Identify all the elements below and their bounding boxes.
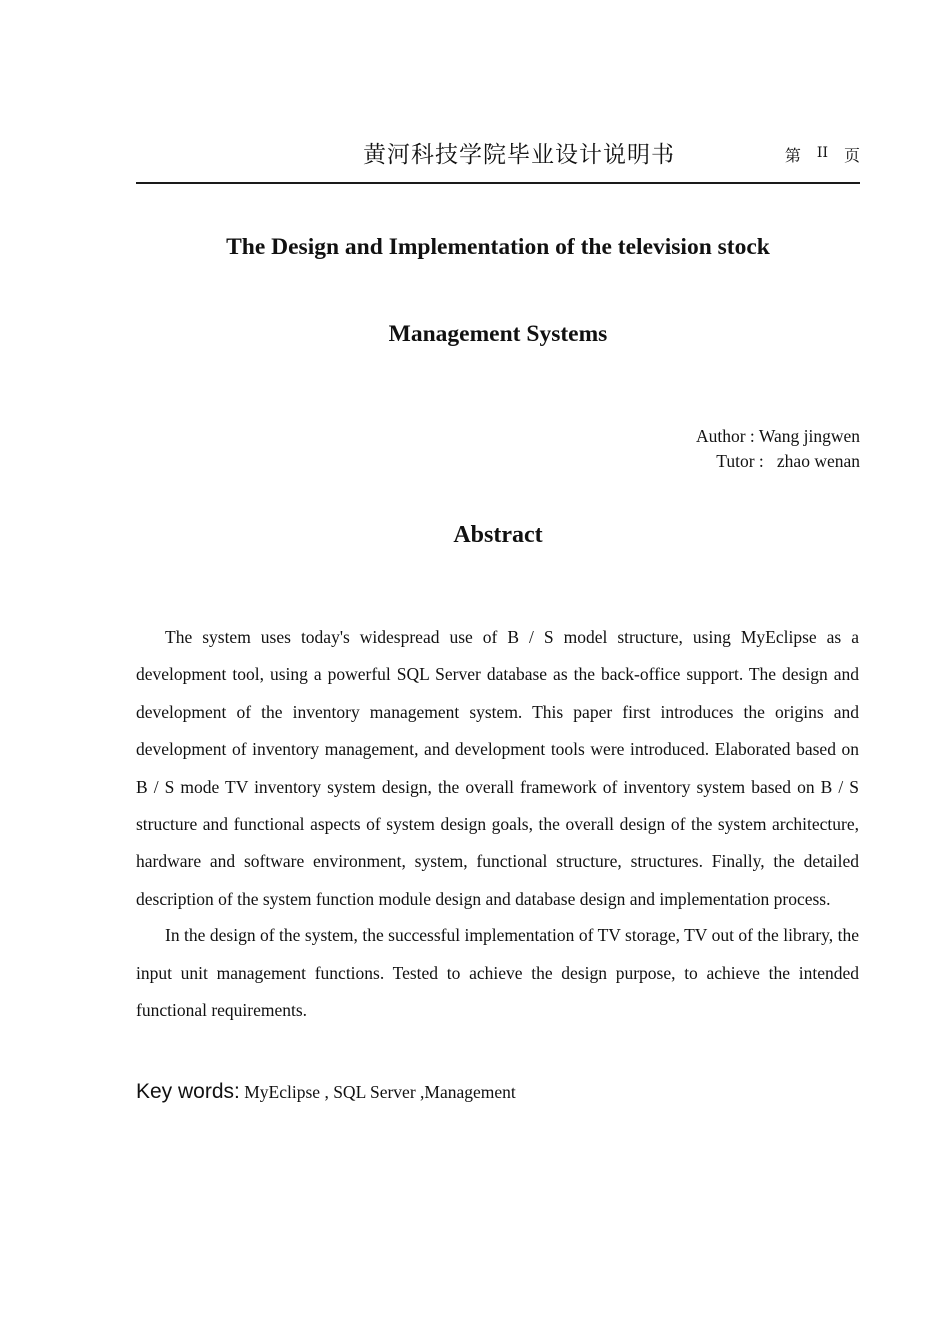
document-title-line-1: The Design and Implementation of the television stock: [226, 234, 770, 260]
page-number-prefix: 第: [784, 146, 801, 165]
tutor-line: Tutor : zhao wenan: [716, 451, 860, 471]
page-number-suffix: 页: [843, 146, 860, 165]
keywords-label: Key words:: [136, 1080, 240, 1103]
abstract-paragraph-2: In the design of the system, the successful implementation of TV storage, TV out of the library, the input unit management functions. Tested to achieve the design purpose, to achieve the intended functional requirements.: [136, 925, 859, 1021]
abstract-body: [136, 619, 859, 1029]
credits-block: [696, 424, 860, 474]
keywords-value: MyEclipse , SQL Server ,Management: [239, 1082, 516, 1102]
abstract-heading: Abstract: [453, 522, 543, 548]
keywords-line: [136, 1080, 516, 1104]
header-title: 黄河科技学院毕业设计说明书: [363, 142, 675, 168]
document-title-line-2: Management Systems: [388, 321, 608, 347]
page-number-value: II: [816, 145, 828, 161]
abstract-paragraph-1: The system uses today's widespread use of B / S model structure, using MyEclipse as a development tool, using a powerful SQL Server database as the back-office support. The design and development of the inventory management system. This paper first introduces the origins and development of inventory management, and development tools were introduced. Elaborated based on B / S mode TV inventory system design, the overall framework of inventory system based on B / S structure and functional aspects of system design goals, the overall design of the system architecture, hardware and software environment, system, functional structure, structures. Finally, the detailed description of the system function module design and database design and implementation process.: [136, 627, 859, 909]
page-number: [785, 143, 860, 166]
author-line: Author : Wang jingwen: [695, 426, 860, 446]
page-header: [136, 134, 860, 184]
